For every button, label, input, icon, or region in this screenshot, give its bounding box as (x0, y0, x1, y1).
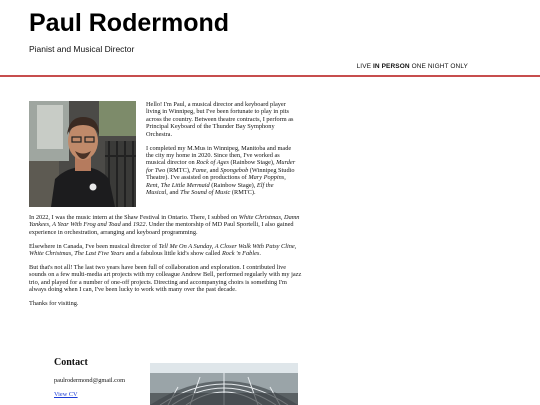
bio-paragraph-5: But that's not all! The last two years have been full of collaboration and exploration. I contributed live sounds on a few multi-media art projects with my colleague Andrew Bell, performed regularly with my jazz trio, and played for a number of one-off projects. Directing and accompanying choirs is something I'm always doing when I can, I've been lucky to work with many over the past decade. (29, 264, 302, 294)
site-subtitle: Pianist and Musical Director (29, 44, 135, 54)
bio-paragraph-6: Thanks for visiting. (29, 300, 79, 308)
bio-continued (29, 214, 303, 314)
contact-email: paulrodermond@gmail.com (54, 377, 126, 384)
tagline-bold: IN PERSON (373, 63, 410, 70)
bio-paragraph-2: I completed my M.Mus in Winnipeg, Manitoba and made the city my home in 2020. Since then, I've worked as musical director on Rock of Ages (Rainbow Stage), Murder for Two (RMTC), Fame, and Spongebob (Winnipeg Studio Theatre). I've assisted on productions of Mary Poppins, Rent, The Little Mermaid (Rainbow Stage), Elf the Musical, and The Sound of Music (RMTC). (146, 144, 296, 196)
tagline-pre: LIVE (356, 63, 373, 70)
header-divider (0, 75, 540, 77)
bio-paragraph-1: Hello! I'm Paul, a musical director and keyboard player living in Winnipeg, but I've been fortunate to play in pits across the country. Between theatre contracts, I perform as Principal Keyboard of the Thunder Bay Symphony Orchestra. (146, 101, 294, 138)
site-title: Paul Rodermond (29, 9, 230, 37)
bio-paragraph-3: In 2022, I was the music intern at the Shaw Festival in Ontario. There, I subbed on White Christmas, Damn Yankees, A Year With Frog and Toad and 1922. Under the mentorship of MD Paul Sportelli, I also gained experience in orchestration, arranging and keyboard programming. (29, 214, 300, 236)
bio-intro (146, 101, 296, 203)
tagline-post: ONE NIGHT ONLY (409, 63, 468, 70)
venue-photo (150, 363, 298, 405)
tagline (357, 63, 468, 70)
profile-photo (29, 101, 136, 207)
view-cv-link[interactable]: View CV (54, 391, 78, 398)
contact-heading: Contact (54, 357, 88, 368)
bio-paragraph-4: Elsewhere in Canada, I've been musical director of Tell Me On A Sunday, A Closer Walk With Patsy Cline, White Christmas, The Last Five Years and a fabulous little kid's show called Rock 'n Fables. (29, 242, 297, 258)
